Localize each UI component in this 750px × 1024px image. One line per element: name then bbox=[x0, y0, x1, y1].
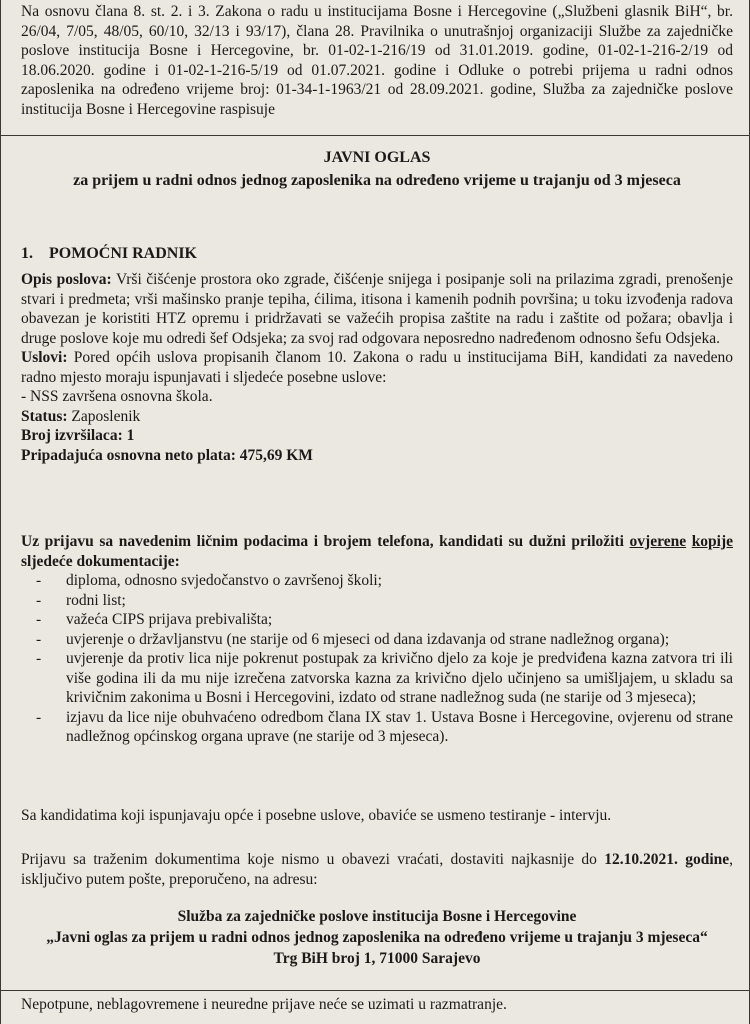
document-item bbox=[21, 630, 733, 650]
position-name: POMOĆNI RADNIK bbox=[49, 245, 197, 262]
position-details bbox=[21, 270, 733, 465]
status-label: Status: bbox=[21, 407, 68, 425]
job-description-label: Opis poslova: bbox=[21, 271, 112, 288]
job-description-text: Vrši čišćenje prostora oko zgrade, čišćenje snijega i posipanje soli na prilazima zgradi, prenošenje stvari i predmeta; vrši mašinsko pranje tepiha, ćilima, itisona i kamenih podnih površina; u toku izvođenja radova obavezan je koristiti HTZ opremu i pridržavati se važećih propisa zaštite na radu i zaštite od požara; obavlja i druge poslove koje mu odredi šef Odsjeka; za svoj rad odgovara neposredno nadređenom odnosno šefu Odsjeka. bbox=[21, 271, 733, 347]
closing-note: Nepotpune, neblagovremene i neuredne prijave neće se uzimati u razmatranje. bbox=[21, 996, 507, 1013]
position-number: 1. bbox=[21, 245, 33, 262]
document-item-text: diploma, odnosno svjedočanstvo o završenoj školi; bbox=[66, 572, 382, 589]
announcement-subtitle: za prijem u radni odnos jednog zaposlenika na određeno vrijeme u trajanju od 3 mjeseca bbox=[73, 172, 681, 189]
document-item-text: uvjerenje da protiv lica nije pokrenut postupak za krivično djelo za koje je predviđena kazna zatvora tri ili više godina ili da mu nije izrečena zatvorska kazna za krivično djelo učinjeno sa umišljajem, u skladu sa krivičnim zakonima u Bosni i Hercegovini, izdato od strane nadležnog suda (ne starije od 3 mjeseca); bbox=[66, 650, 733, 706]
testing-note: Sa kandidatima koji ispunjavaju opće i posebne uslove, obaviće se usmeno testiranje - intervju. bbox=[21, 807, 612, 824]
submission-text: Prijavu sa traženim dokumentima koje nismo u obavezi vraćati, dostaviti najkasnije do bbox=[21, 851, 597, 868]
documents-intro-underline-1: ovjerene bbox=[629, 533, 687, 550]
document-item bbox=[21, 571, 733, 591]
top-divider bbox=[1, 135, 749, 136]
list-dash: - bbox=[36, 591, 42, 609]
salary-line bbox=[21, 446, 733, 466]
list-dash: - bbox=[36, 708, 42, 726]
position-heading bbox=[21, 244, 197, 264]
salary-label: Pripadajuća osnovna neto plata: bbox=[21, 446, 236, 464]
executors-line bbox=[21, 426, 733, 446]
required-documents bbox=[21, 532, 733, 747]
announcement-title-block bbox=[21, 148, 733, 191]
status-value: Zaposlenik bbox=[71, 407, 141, 425]
documents-list bbox=[21, 571, 733, 747]
submission-deadline: 12.10.2021. godine bbox=[604, 851, 730, 868]
list-dash: - bbox=[36, 630, 42, 648]
address-line-1: Služba za zajedničke poslove institucija Bosne i Hercegovine bbox=[177, 908, 577, 925]
document-item-text: važeća CIPS prijava prebivališta; bbox=[66, 611, 273, 628]
announcement-title: JAVNI OGLAS bbox=[323, 149, 431, 166]
documents-intro-underline-2: kopije bbox=[691, 533, 734, 550]
documents-intro-end: sljedeće dokumentacije: bbox=[21, 552, 180, 570]
document-item bbox=[21, 610, 733, 630]
list-dash: - bbox=[36, 572, 42, 589]
document-item-text: rodni list; bbox=[66, 591, 126, 609]
bottom-divider bbox=[1, 990, 749, 991]
address-line-3: Trg BiH broj 1, 71000 Sarajevo bbox=[273, 950, 481, 967]
intro-paragraph: Na osnovu člana 8. st. 2. i 3. Zakona o radu u institucijama Bosne i Hercegovine („Službeni glasnik BiH“, br. 26/04, 7/05, 48/05, 60/10, 32/13 i 93/17), člana 28. Pravilnika o unutrašnjoj organizaciji Službe za zajedničke poslove institucija Bosne i Hercegovine, br. 01-02-1-216/19 od 31.01.2019. godine, 01-02-1-216-2/19 od 18.06.2020. godine i 01-02-1-216-5/19 od 01.07.2021. godine i Odluke o potrebi prijema u radni odnos zaposlenika na određeno vrijeme broj: 01-34-1-1963/21 od 28.09.2021. godine, Služba za zajedničke poslove institucija Bosne i Hercegovine raspisuje bbox=[21, 3, 733, 118]
document-item-text: uvjerenje o državljanstvu (ne starije od 6 mjeseci od dana izdavanja od strane nadležnog organa); bbox=[66, 630, 670, 648]
submission-paragraph bbox=[21, 850, 733, 889]
executors-label: Broj izvršilaca: bbox=[21, 427, 123, 444]
list-dash: - bbox=[36, 611, 42, 628]
requirements-text: Pored općih uslova propisanih članom 10. Zakona o radu u institucijama BiH, kandidati za navedeno radno mjesto moraju ispunjavati i sljedeće posebne uslove: bbox=[21, 349, 734, 386]
submission-text-end: , isključivo putem pošte, preporučeno, na adresu: bbox=[21, 851, 734, 888]
salary-value: 475,69 KM bbox=[239, 446, 313, 464]
document-item-text: izjavu da lice nije obuhvaćeno odredbom člana IX stav 1. Ustava Bosne i Hercegovine, ovjerenu od strane nadležnog općinskog organa uprave (ne starije od 3 mjeseca). bbox=[66, 708, 733, 745]
requirements bbox=[21, 348, 733, 387]
job-description bbox=[21, 270, 733, 348]
mailing-address bbox=[21, 906, 733, 969]
status-line bbox=[21, 407, 733, 427]
document-item bbox=[21, 708, 733, 747]
address-line-2: „Javni oglas za prijem u radni odnos jednog zaposlenika na određeno vrijeme u trajanju 3 mjeseca“ bbox=[46, 929, 708, 946]
documents-intro bbox=[21, 532, 733, 571]
list-dash: - bbox=[36, 650, 42, 667]
document-item bbox=[21, 591, 733, 611]
requirements-label: Uslovi: bbox=[21, 349, 68, 366]
requirement-item: - NSS završena osnovna škola. bbox=[21, 388, 213, 405]
document-item bbox=[21, 649, 733, 708]
documents-intro-text: Uz prijavu sa navedenim ličnim podacima i brojem telefona, kandidati su dužni priložiti bbox=[21, 533, 624, 550]
executors-value: 1 bbox=[126, 427, 135, 444]
